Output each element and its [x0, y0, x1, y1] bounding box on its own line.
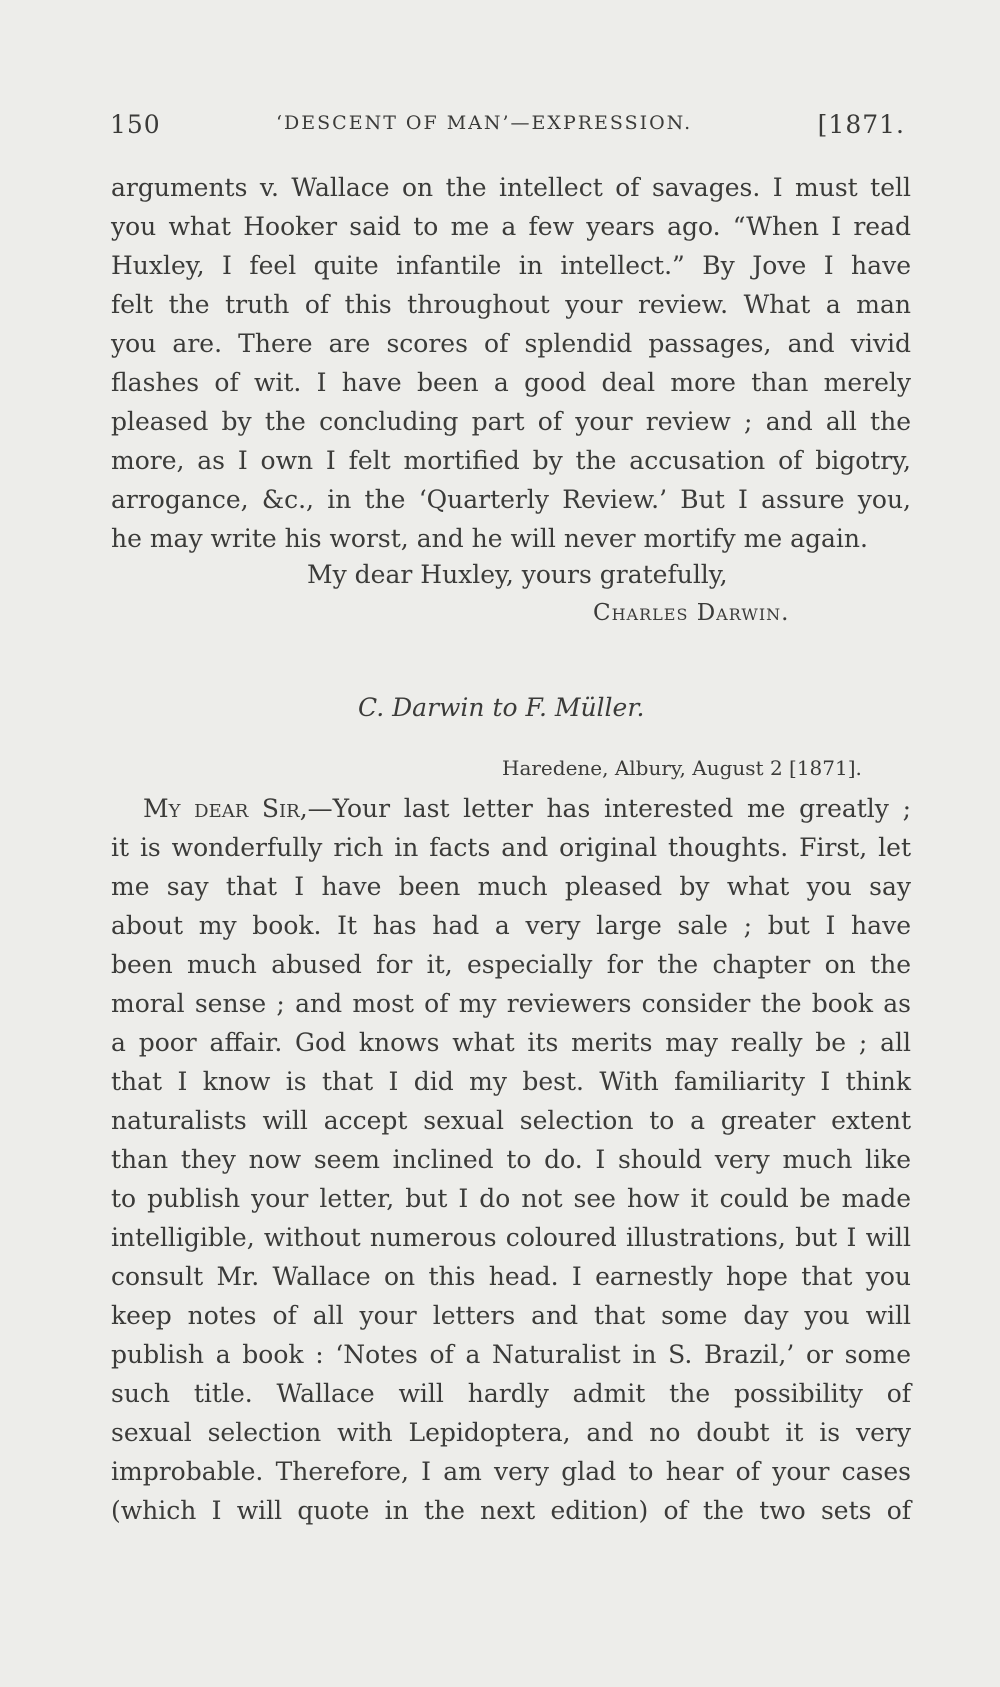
text-line: [143, 789, 911, 828]
text-line: felt the truth of this throughout your review. What a man: [111, 290, 911, 319]
salutation: My dear Sir,: [143, 794, 308, 823]
header-year: [1871.: [817, 110, 905, 139]
letter1-body: [111, 168, 911, 558]
signature: Charles Darwin.: [593, 600, 790, 626]
dateline: Haredene, Albury, August 2 [1871].: [502, 756, 862, 780]
text-line: he may write his worst, and he will never mortify me again.: [111, 524, 868, 553]
text-line: intelligible, without numerous coloured illustrations, but I will: [111, 1223, 911, 1252]
first-line-container: [143, 789, 911, 828]
text-line-rest: —Your last letter has interested me greatly ;: [307, 794, 912, 823]
text-line: arrogance, &c., in the ‘Quarterly Review.’ But I assure you,: [111, 485, 911, 514]
text-line: that I know is that I did my best. With familiarity I think: [111, 1067, 911, 1096]
text-line: it is wonderfully rich in facts and original thoughts. First, let: [111, 833, 911, 862]
text-line: pleased by the concluding part of your review ; and all the: [111, 407, 911, 436]
text-line: about my book. It has had a very large sale ; but I have: [111, 911, 911, 940]
text-line: improbable. Therefore, I am very glad to hear of your cases: [111, 1457, 911, 1486]
text-line: flashes of wit. I have been a good deal more than merely: [111, 368, 911, 397]
letter2-body: [111, 828, 911, 1530]
text-line: arguments v. Wallace on the intellect of savages. I must tell: [111, 173, 911, 202]
text-line: you are. There are scores of splendid passages, and vivid: [111, 329, 911, 358]
running-header: [110, 110, 905, 150]
text-line: moral sense ; and most of my reviewers consider the book as: [111, 989, 911, 1018]
closing-line: My dear Huxley, yours gratefully,: [307, 560, 728, 589]
letter-heading: C. Darwin to F. Müller.: [358, 693, 645, 722]
text-line: a poor affair. God knows what its merits may really be ; all: [111, 1028, 911, 1057]
text-line: been much abused for it, especially for the chapter on the: [111, 950, 911, 979]
text-line: me say that I have been much pleased by what you say: [111, 872, 911, 901]
text-line: publish a book : ‘Notes of a Naturalist in S. Brazil,’ or some: [111, 1340, 911, 1369]
text-line: naturalists will accept sexual selection to a greater extent: [111, 1106, 911, 1135]
text-line: you what Hooker said to me a few years ago. “When I read: [111, 212, 911, 241]
text-line: (which I will quote in the next edition) of the two sets of: [111, 1496, 911, 1525]
text-line: to publish your letter, but I do not see how it could be made: [111, 1184, 911, 1213]
running-title: ‘DESCENT OF MAN’—EXPRESSION.: [276, 112, 693, 134]
text-line: keep notes of all your letters and that some day you will: [111, 1301, 911, 1330]
text-line: such title. Wallace will hardly admit the possibility of: [111, 1379, 911, 1408]
page-number: 150: [110, 110, 161, 139]
text-line: Huxley, I feel quite infantile in intellect.” By Jove I have: [111, 251, 911, 280]
text-line: than they now seem inclined to do. I should very much like: [111, 1145, 911, 1174]
text-line: more, as I own I felt mortified by the accusation of bigotry,: [111, 446, 911, 475]
text-line: consult Mr. Wallace on this head. I earnestly hope that you: [111, 1262, 911, 1291]
text-line: sexual selection with Lepidoptera, and no doubt it is very: [111, 1418, 911, 1447]
